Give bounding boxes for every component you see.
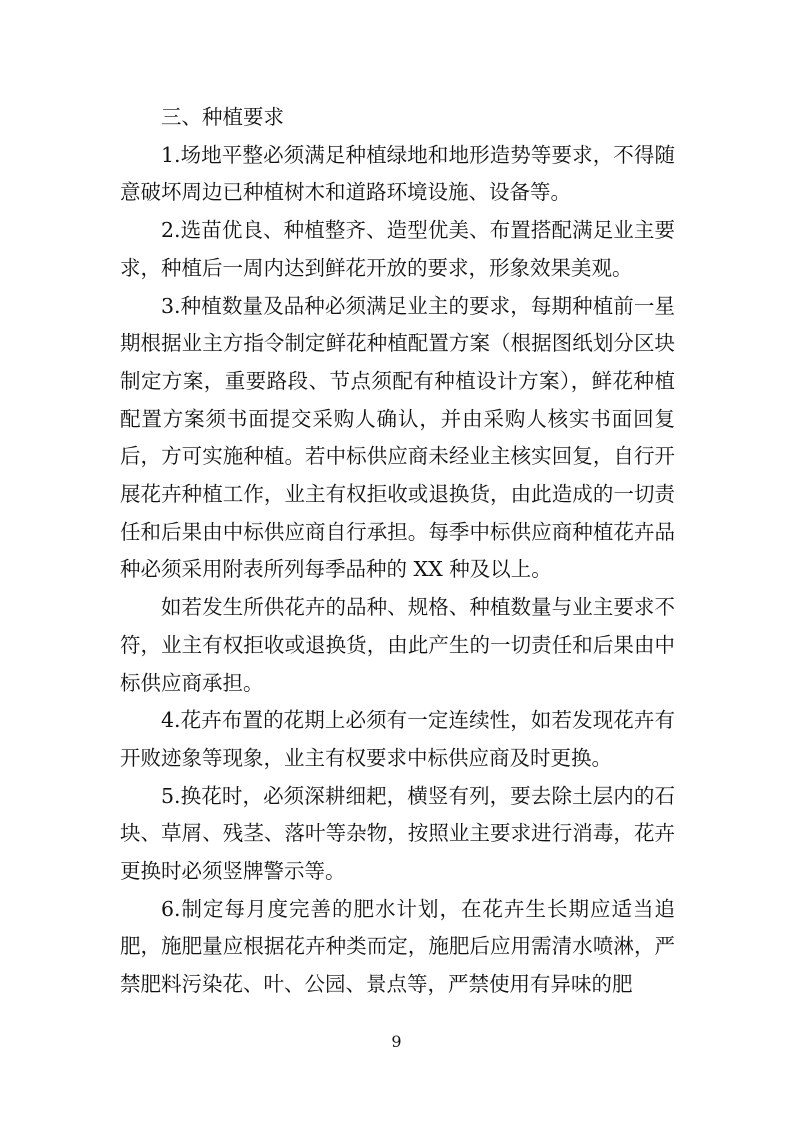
paragraph-2: 2.选苗优良、种植整齐、造型优美、布置搭配满足业主要求，种植后一周内达到鲜花开放的要求，形象效果美观。 — [120, 218, 675, 280]
document-body — [120, 99, 675, 1004]
paragraph-1: 1.场地平整必须满足种植绿地和地形造势等要求，不得随意破坏周边已种植树木和道路环境设施、设备等。 — [120, 142, 675, 205]
paragraph-4: 4.花卉布置的花期上必须有一定连续性，如若发现花卉有开败迹象等现象，业主有权要求中标供应商及时更换。 — [120, 708, 675, 770]
paragraph-supplement: 如若发生所供花卉的品种、规格、种植数量与业主要求不符，业主有权拒收或退换货，由此产生的一切责任和后果由中标供应商承担。 — [120, 595, 675, 695]
page-number: 9 — [391, 1032, 402, 1051]
paragraph-3: 3.种植数量及品种必须满足业主的要求，每期种植前一星期根据业主方指令制定鲜花种植配置方案（根据图纸划分区块制定方案，重要路段、节点须配有种植设计方案），鲜花种植配置方案须书面提交采购人确认，并由采购人核实书面回复后，方可实施种植。若中标供应商未经业主核实回复，自行开展花卉种植工作，业主有权拒收或退换货，由此造成的一切责任和后果由中标供应商自行承担。每季中标供应商种植花卉品种必须采用附表所列每季品种的 XX 种及以上。 — [120, 293, 675, 582]
paragraph-6: 6.制定每月度完善的肥水计划，在花卉生长期应适当追肥，施肥量应根据花卉种类而定，施肥后应用需清水喷淋，严禁肥料污染花、叶、公园、景点等，严禁使用有异味的肥 — [120, 896, 675, 997]
paragraph-5: 5.换花时，必须深耕细耙，横竖有列，要去除土层内的石块、草屑、残茎、落叶等杂物，按照业主要求进行消毒，花卉更换时必须竖牌警示等。 — [120, 783, 675, 884]
section-heading: 三、种植要求 — [161, 105, 284, 129]
